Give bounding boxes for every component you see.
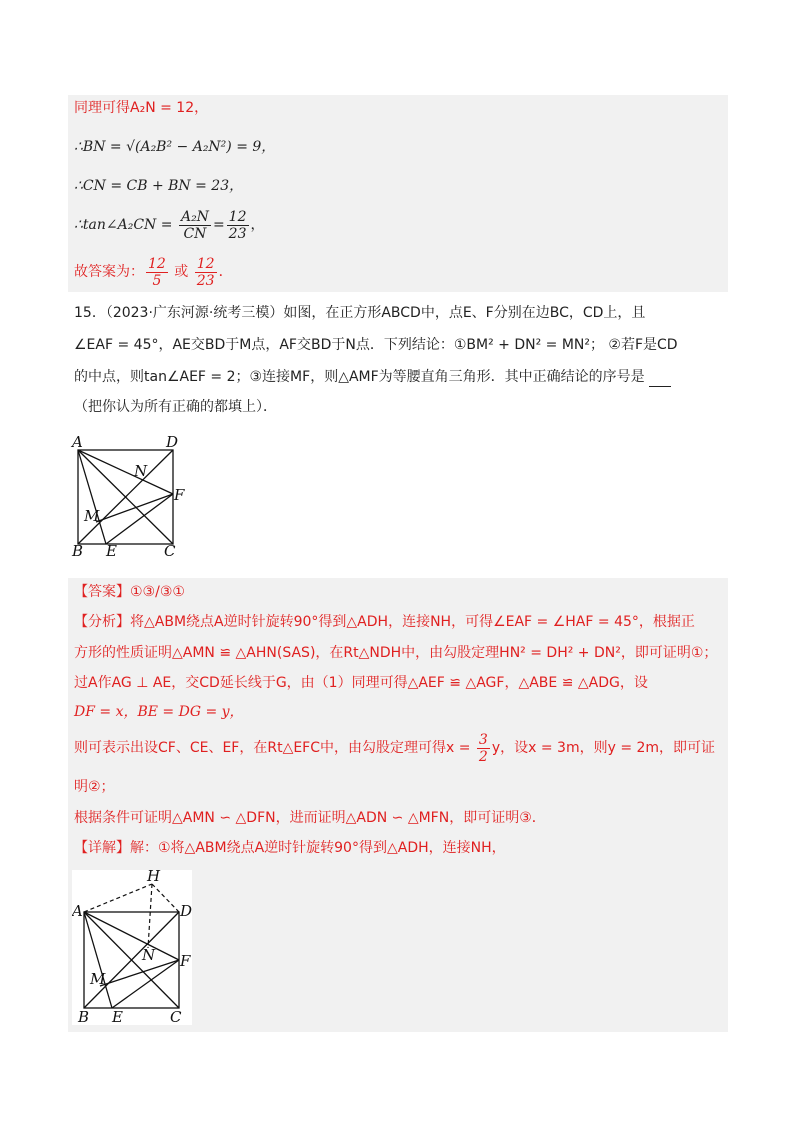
label-A: A xyxy=(72,902,83,920)
label-N: N xyxy=(134,462,148,480)
solution-line-2: ∴BN = √(A₂B² − A₂N²) = 9， xyxy=(74,139,276,155)
label-B: B xyxy=(78,1008,90,1025)
answer-line-1: 【答案】①③/③① xyxy=(74,584,185,600)
solution-line-1: 同理可得A₂N = 12， xyxy=(74,100,209,116)
question-line-1: 15．（2023·广东河源·统考三模）如图，在正方形ABCD中，点E、F分别在边BC，CD上，且 xyxy=(74,305,646,321)
question-line-3: 的中点，则tan∠AEF = 2；③连接MF，则△AMF为等腰直角三角形．其中正确结论的序号是 xyxy=(74,367,671,387)
fraction: $\frac{12}{5}$ xyxy=(148,255,166,289)
label-M: M xyxy=(84,507,100,525)
geometry-figure-2 xyxy=(72,870,192,1025)
label-B: B xyxy=(72,542,84,560)
label-D: D xyxy=(180,902,192,920)
label-C: C xyxy=(164,542,176,560)
question-line-2: ∠EAF = 45°，AE交BD于M点，AF交BD于N点．下列结论：①BM² + DN² = MN²； ②若F是CD xyxy=(74,337,678,353)
final-answer-line: 故答案为： $\frac{12}{5}$ 或 $\frac{12}{23}$ ． xyxy=(74,255,233,289)
label-C: C xyxy=(170,1008,182,1025)
answer-line-6: 则可表示出设CF、CE、EF，在Rt△EFC中，由勾股定理可得x = $\frac{3}{2}$ y，设x = 3m，则y = 2m，即可证 xyxy=(74,731,716,765)
label-E: E xyxy=(106,542,117,560)
label-H: H xyxy=(147,870,161,885)
solution-line-4: ∴tan∠A₂CN = $\frac{\text{A₂N}}{CN}$ = $\frac{12}{23}$ ， xyxy=(74,208,265,242)
label-N: N xyxy=(142,946,156,964)
fraction: $\frac{12}{23}$ xyxy=(196,255,215,289)
answer-line-2: 【分析】将△ABM绕点A逆时针旋转90°得到△ADH，连接NH，可得∠EAF = ∠HAF = 45°，根据正 xyxy=(74,614,695,630)
answer-line-3: 方形的性质证明△AMN ≌ △AHN(SAS)，在Rt△NDH中，由勾股定理HN² = DH² + DN²，即可证明①； xyxy=(74,645,718,661)
answer-blank xyxy=(649,372,671,387)
geometry-figure-1 xyxy=(68,430,188,560)
fraction: $\frac{3}{2}$ xyxy=(478,731,488,765)
label-F: F xyxy=(174,486,185,504)
label-D: D xyxy=(166,433,179,451)
answer-line-9: 【详解】解：①将△ABM绕点A逆时针旋转90°得到△ADH，连接NH， xyxy=(74,840,506,856)
fraction: $\frac{12}{23}$ xyxy=(228,208,247,242)
label-E: E xyxy=(112,1008,123,1025)
answer-line-8: 根据条件可证明△AMN ∽ △DFN，进而证明△ADN ∽ △MFN，即可证明③． xyxy=(74,810,546,826)
answer-line-5: DF = x，BE = DG = y， xyxy=(74,704,244,720)
label-A: A xyxy=(72,433,83,451)
answer-line-4: 过A作AG ⊥ AE，交CD延长线于G，由（1）同理可得△AEF ≌ △AGF，△ABE ≌ △ADG，设 xyxy=(74,675,648,691)
answer-line-7: 明②； xyxy=(74,779,115,795)
question-line-4: （把你认为所有正确的都填上）． xyxy=(74,399,277,415)
label-M: M xyxy=(90,970,106,988)
solution-line-3: ∴CN = CB + BN = 23， xyxy=(74,178,244,194)
fraction: $\frac{\text{A₂N}}{CN}$ xyxy=(180,208,209,242)
label-F: F xyxy=(180,952,191,970)
